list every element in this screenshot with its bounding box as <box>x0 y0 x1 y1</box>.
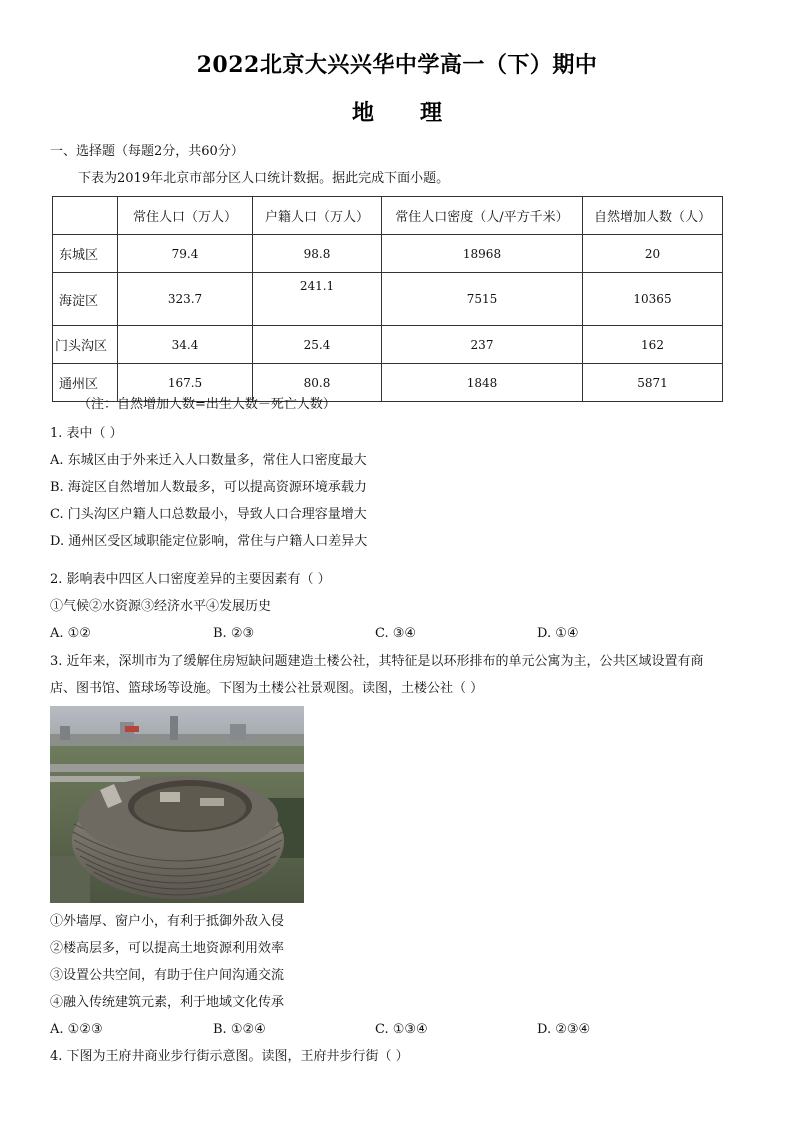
table-cell: 7515 <box>382 273 583 326</box>
table-cell: 25.4 <box>253 326 382 364</box>
q3-stem-line2: 店、图书馆、篮球场等设施。下图为土楼公社景观图。读图，土楼公社（ ） <box>50 681 484 696</box>
district-name: 通州区 <box>53 364 118 402</box>
subject-char-1: 地 <box>351 100 374 126</box>
header-cell-resident: 常住人口（万人） <box>118 197 253 235</box>
subject-char-2: 理 <box>420 100 443 126</box>
q3-stem-line1: 3. 近年来，深圳市为了缓解住房短缺问题建造土楼公社，其特征是以环形排布的单元公寓为主，公共区域设置有商 <box>50 654 704 669</box>
q2-option-a: A. ①② <box>50 626 91 641</box>
q3-statement-2: ②楼高层多，可以提高土地资源利用效率 <box>50 941 285 956</box>
q2-option-b: B. ②③ <box>213 626 255 641</box>
table-cell: 1848 <box>382 364 583 402</box>
table-note: （注：自然增加人数=出生人数－死亡人数） <box>78 397 336 412</box>
q3-option-d: D. ②③④ <box>537 1022 591 1037</box>
table-cell: 10365 <box>583 273 723 326</box>
table-cell: 5871 <box>583 364 723 402</box>
header-cell-density: 常住人口密度（人/平方千米） <box>382 197 583 235</box>
table-cell: 162 <box>583 326 723 364</box>
table-cell: 323.7 <box>118 273 253 326</box>
table-cell: 80.8 <box>253 364 382 402</box>
table-row <box>53 235 723 273</box>
q2-option-c: C. ③④ <box>375 626 417 641</box>
q2-stem: 2. 影响表中四区人口密度差异的主要因素有（ ） <box>50 572 331 587</box>
table-cell: 98.8 <box>253 235 382 273</box>
table-cell: 34.4 <box>118 326 253 364</box>
q2-items: ①气候②水资源③经济水平④发展历史 <box>50 599 272 614</box>
q1-stem: 1. 表中（ ） <box>50 426 123 441</box>
table-row <box>53 273 723 326</box>
district-name: 东城区 <box>53 235 118 273</box>
tulou-photo <box>50 706 304 903</box>
population-table <box>52 196 723 402</box>
table-header-row <box>53 197 723 235</box>
table-cell: 79.4 <box>118 235 253 273</box>
table-cell: 241.1 <box>253 273 382 326</box>
q3-option-a: A. ①②③ <box>50 1022 103 1037</box>
section-heading: 一、选择题（每题2分，共60分） <box>50 144 244 159</box>
q3-statement-4: ④融入传统建筑元素，利于地域文化传承 <box>50 995 285 1010</box>
table-cell: 18968 <box>382 235 583 273</box>
district-name: 门头沟区 <box>53 326 118 364</box>
q3-option-c: C. ①③④ <box>375 1022 428 1037</box>
district-name: 海淀区 <box>53 273 118 326</box>
q4-stem: 4. 下图为王府井商业步行街示意图。读图，王府井步行街（ ） <box>50 1049 409 1064</box>
q1-option-a: A. 东城区由于外来迁入人口数量多，常住人口密度最大 <box>50 453 367 468</box>
table-row <box>53 364 723 402</box>
q3-statement-1: ①外墙厚、窗户小，有利于抵御外敌入侵 <box>50 914 285 929</box>
table-cell: 20 <box>583 235 723 273</box>
header-cell-natural-increase: 自然增加人数（人） <box>583 197 723 235</box>
q3-statement-3: ③设置公共空间，有助于住户间沟通交流 <box>50 968 285 983</box>
q2-option-d: D. ①④ <box>537 626 579 641</box>
table-row <box>53 326 723 364</box>
header-cell-registered: 户籍人口（万人） <box>253 197 382 235</box>
subject-title <box>0 96 794 127</box>
table-intro: 下表为2019年北京市部分区人口统计数据。据此完成下面小题。 <box>78 171 450 186</box>
header-cell-blank <box>53 197 118 235</box>
q1-option-b: B. 海淀区自然增加人数最多，可以提高资源环境承载力 <box>50 480 367 495</box>
q1-option-d: D. 通州区受区域职能定位影响，常住与户籍人口差异大 <box>50 534 368 549</box>
table-cell: 237 <box>382 326 583 364</box>
q3-option-b: B. ①②④ <box>213 1022 266 1037</box>
table-cell: 167.5 <box>118 364 253 402</box>
q1-option-c: C. 门头沟区户籍人口总数最小，导致人口合理容量增大 <box>50 507 367 522</box>
exam-title: 2022北京大兴兴华中学高一（下）期中 <box>196 52 598 78</box>
